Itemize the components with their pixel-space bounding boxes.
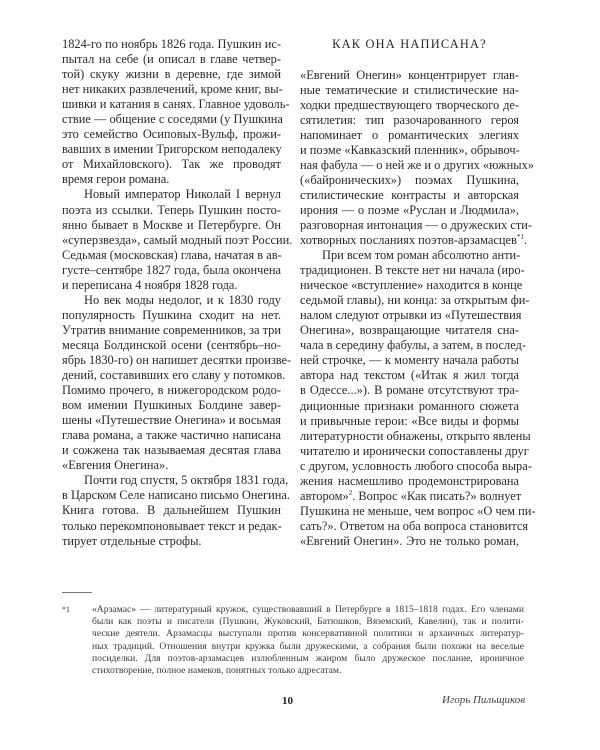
text-line: Книга готова. В дальнейшем Пушкин <box>62 503 281 518</box>
text-line: поэта из ссылки. Теперь Пушкин посто- <box>62 202 281 217</box>
text-line: шены «Путешествие Онегина» и восьмая <box>62 413 282 428</box>
text-line: ная фабула — о ней же и о других «южных» <box>300 157 534 172</box>
text-line: Но век моды недолог, и к 1830 году <box>84 292 281 307</box>
text-line: время герои романа. <box>62 172 170 187</box>
text-line: Пушкина не меньше, чем вопрос «О чем пи- <box>300 503 536 518</box>
text-line: «Евгения Онегина». <box>62 458 169 473</box>
text-line: ствие — общение с соседями (у Пушкина <box>62 112 283 127</box>
text-line: При всем том роман абсолютно анти- <box>322 248 521 263</box>
text-line: стилистические контрасты и авторская <box>300 187 519 202</box>
text-line <box>300 488 522 504</box>
text-line: той) скуку жизни в деревне, где зимой <box>62 67 281 82</box>
text-fragment: автором» <box>300 488 349 503</box>
text-line: и переписана 4 ноября 1828 года. <box>62 277 238 292</box>
period: . <box>523 233 527 248</box>
text-line: Онегина», возвращающие читателя сна- <box>300 323 519 338</box>
text-line: седьмой главы), ни конца: за открытым фи- <box>300 293 530 308</box>
footnote-line: посиделки. Для поэтов-арзамасцев излюбленным жанром было дружеское послание, ироничное <box>92 652 524 664</box>
text-line: сятилетия: тип разочарованного героя <box>300 112 519 127</box>
text-line: в Царском Селе написано письмо Онегина. <box>62 488 290 503</box>
text-line: сать?». Ответом на оба вопроса становится <box>300 518 529 533</box>
running-footer-author: Игорь Пильщиков <box>442 694 526 706</box>
text-line: популярность Пушкина сходит на нет. <box>62 307 281 322</box>
text-line: ирония — о поэме «Руслан и Людмила», <box>300 202 519 217</box>
paragraph <box>62 292 292 474</box>
footnote-line: ных традиций. Отношения внутри кружка были дружескими, а собрания были похожи на веселые <box>92 640 524 652</box>
text-line: жения насмешливо продемонстрирована <box>300 473 519 488</box>
text-line: напоминает о романтических элегиях <box>300 127 519 142</box>
text-line: с другом, условность любого способа выра- <box>300 458 532 473</box>
text-line: Седьмая (московская) глава, начатая в ав- <box>62 247 282 262</box>
text-line: традиционен. В тексте нет ни начала (иро- <box>300 263 525 278</box>
text-line: нет никаких развлечений, кроме книг, вы- <box>62 82 283 97</box>
text-line: ные тематические и стилистические на- <box>300 82 519 97</box>
footnote-marker: *1 <box>62 605 70 614</box>
footnote-line: были как поэты и писатели (Пушкин, Жуковский, Батюшков, Вяземский, Кавелин), так и полити- <box>92 616 524 628</box>
text-line: автора над текстом («Итак я жил тогда <box>300 368 519 383</box>
text-line: диционные признаки романного сюжета <box>300 398 519 413</box>
text-line: «Евгений Онегин» концентрирует глав- <box>300 67 519 82</box>
right-column <box>300 37 536 549</box>
text-line: разговорная интонация — о дружеских сти- <box>300 217 533 232</box>
text-line: читателю и иронически сопоставлены друг <box>300 443 529 458</box>
paragraph <box>300 67 534 249</box>
text-line: ней строчке, — к моменту начала работы <box>300 353 519 368</box>
text-line: ническое «вступление» находится в конце <box>300 278 523 293</box>
text-line: шивки и катания в санях. Главное удоволь- <box>62 97 290 112</box>
text-line: это семейство Осиповых-Вульф, прожи- <box>62 127 281 142</box>
text-line: густе–сентябре 1827 года, была окончена <box>62 262 281 277</box>
text-line: и привычные герои: «Все виды и формы <box>300 413 519 428</box>
footnote-line: ческие деятели. Арзамасцы выступали против консервативной политики и архаичных литератур- <box>92 628 524 640</box>
text-line <box>300 233 527 248</box>
text-line: Помимо прочего, в нижегородском родо- <box>62 383 281 398</box>
text-line: глава романа, а также частично написана <box>62 428 281 443</box>
text-line: тирует отдельные строфы. <box>62 533 202 548</box>
page-number: 10 <box>282 695 293 707</box>
footnote-reference[interactable]: 2 <box>348 488 353 497</box>
footnote-text <box>92 604 524 677</box>
text-line: ябрь 1830-го) он напишет десятки произве- <box>62 352 292 367</box>
footnote-reference[interactable]: *1 <box>516 233 524 242</box>
text-line: в Одессе...»). В романе отсутствуют тра- <box>300 383 519 398</box>
text-line: Почти год спустя, 5 октября 1831 года, <box>84 473 289 488</box>
text-line: «Евгений Онегин». Это не только роман, <box>300 533 519 548</box>
text-line: ходки предшествующего творческого де- <box>300 97 519 112</box>
footnote-divider <box>62 592 92 593</box>
footnote-line: «Арзамас» — литературный кружок, существовавший в Петербурге в 1815–1818 годах. Его членами <box>92 604 524 615</box>
text-line: Новый император Николай I вернул <box>84 187 281 202</box>
text-fragment: хотворных посланиях поэтов-арзамасцев <box>300 233 517 248</box>
text-line: месяца Болдинской осени (сентябрь–но- <box>62 337 281 352</box>
paragraph <box>62 187 293 292</box>
text-fragment: . Вопрос «Как писать?» волнует <box>352 488 522 503</box>
left-column <box>62 37 293 549</box>
text-line: налом следуют отрывки из «Путешествия <box>300 308 522 323</box>
paragraph <box>62 37 290 187</box>
text-line: 1824-го по ноябрь 1826 года. Пушкин ис- <box>62 37 281 51</box>
text-line: вавших в имении Тригорском неподалеку <box>62 142 282 157</box>
text-line: («байронических») поэмах Пушкина, <box>300 172 519 187</box>
text-line: вом имении Пушкиных Болдине завер- <box>62 398 281 413</box>
text-line: литературности обнажены, открыто явлены <box>300 428 531 443</box>
text-line: пытал на себе (и описал в главе четвер- <box>62 52 281 67</box>
text-line: чала в середину фабулы, а затем, в послед- <box>300 338 526 353</box>
text-line: янно бывает в Москве и Петербурге. Он <box>62 217 281 232</box>
text-line: только перекомпоновывает текст и редак- <box>62 518 282 533</box>
text-line: дений, составивших его славу у потомков. <box>62 368 286 383</box>
paragraph <box>300 248 536 549</box>
chapter-title: КАК ОНА НАПИСАНА? <box>332 37 487 51</box>
text-line: «суперзвезда», самый модный поэт России. <box>62 232 293 247</box>
paragraph <box>62 473 290 548</box>
text-line: и сожжена так называемая десятая глава <box>62 443 281 458</box>
text-line: от Михайловского). Так же проводят <box>62 157 281 172</box>
footnote-line: стихотворение, полное намеков, понятных только адресатам. <box>92 664 342 676</box>
text-line: Утратив внимание современников, за три <box>62 322 281 337</box>
text-line: и поэме «Кавказский пленник», обрывоч- <box>300 142 520 157</box>
